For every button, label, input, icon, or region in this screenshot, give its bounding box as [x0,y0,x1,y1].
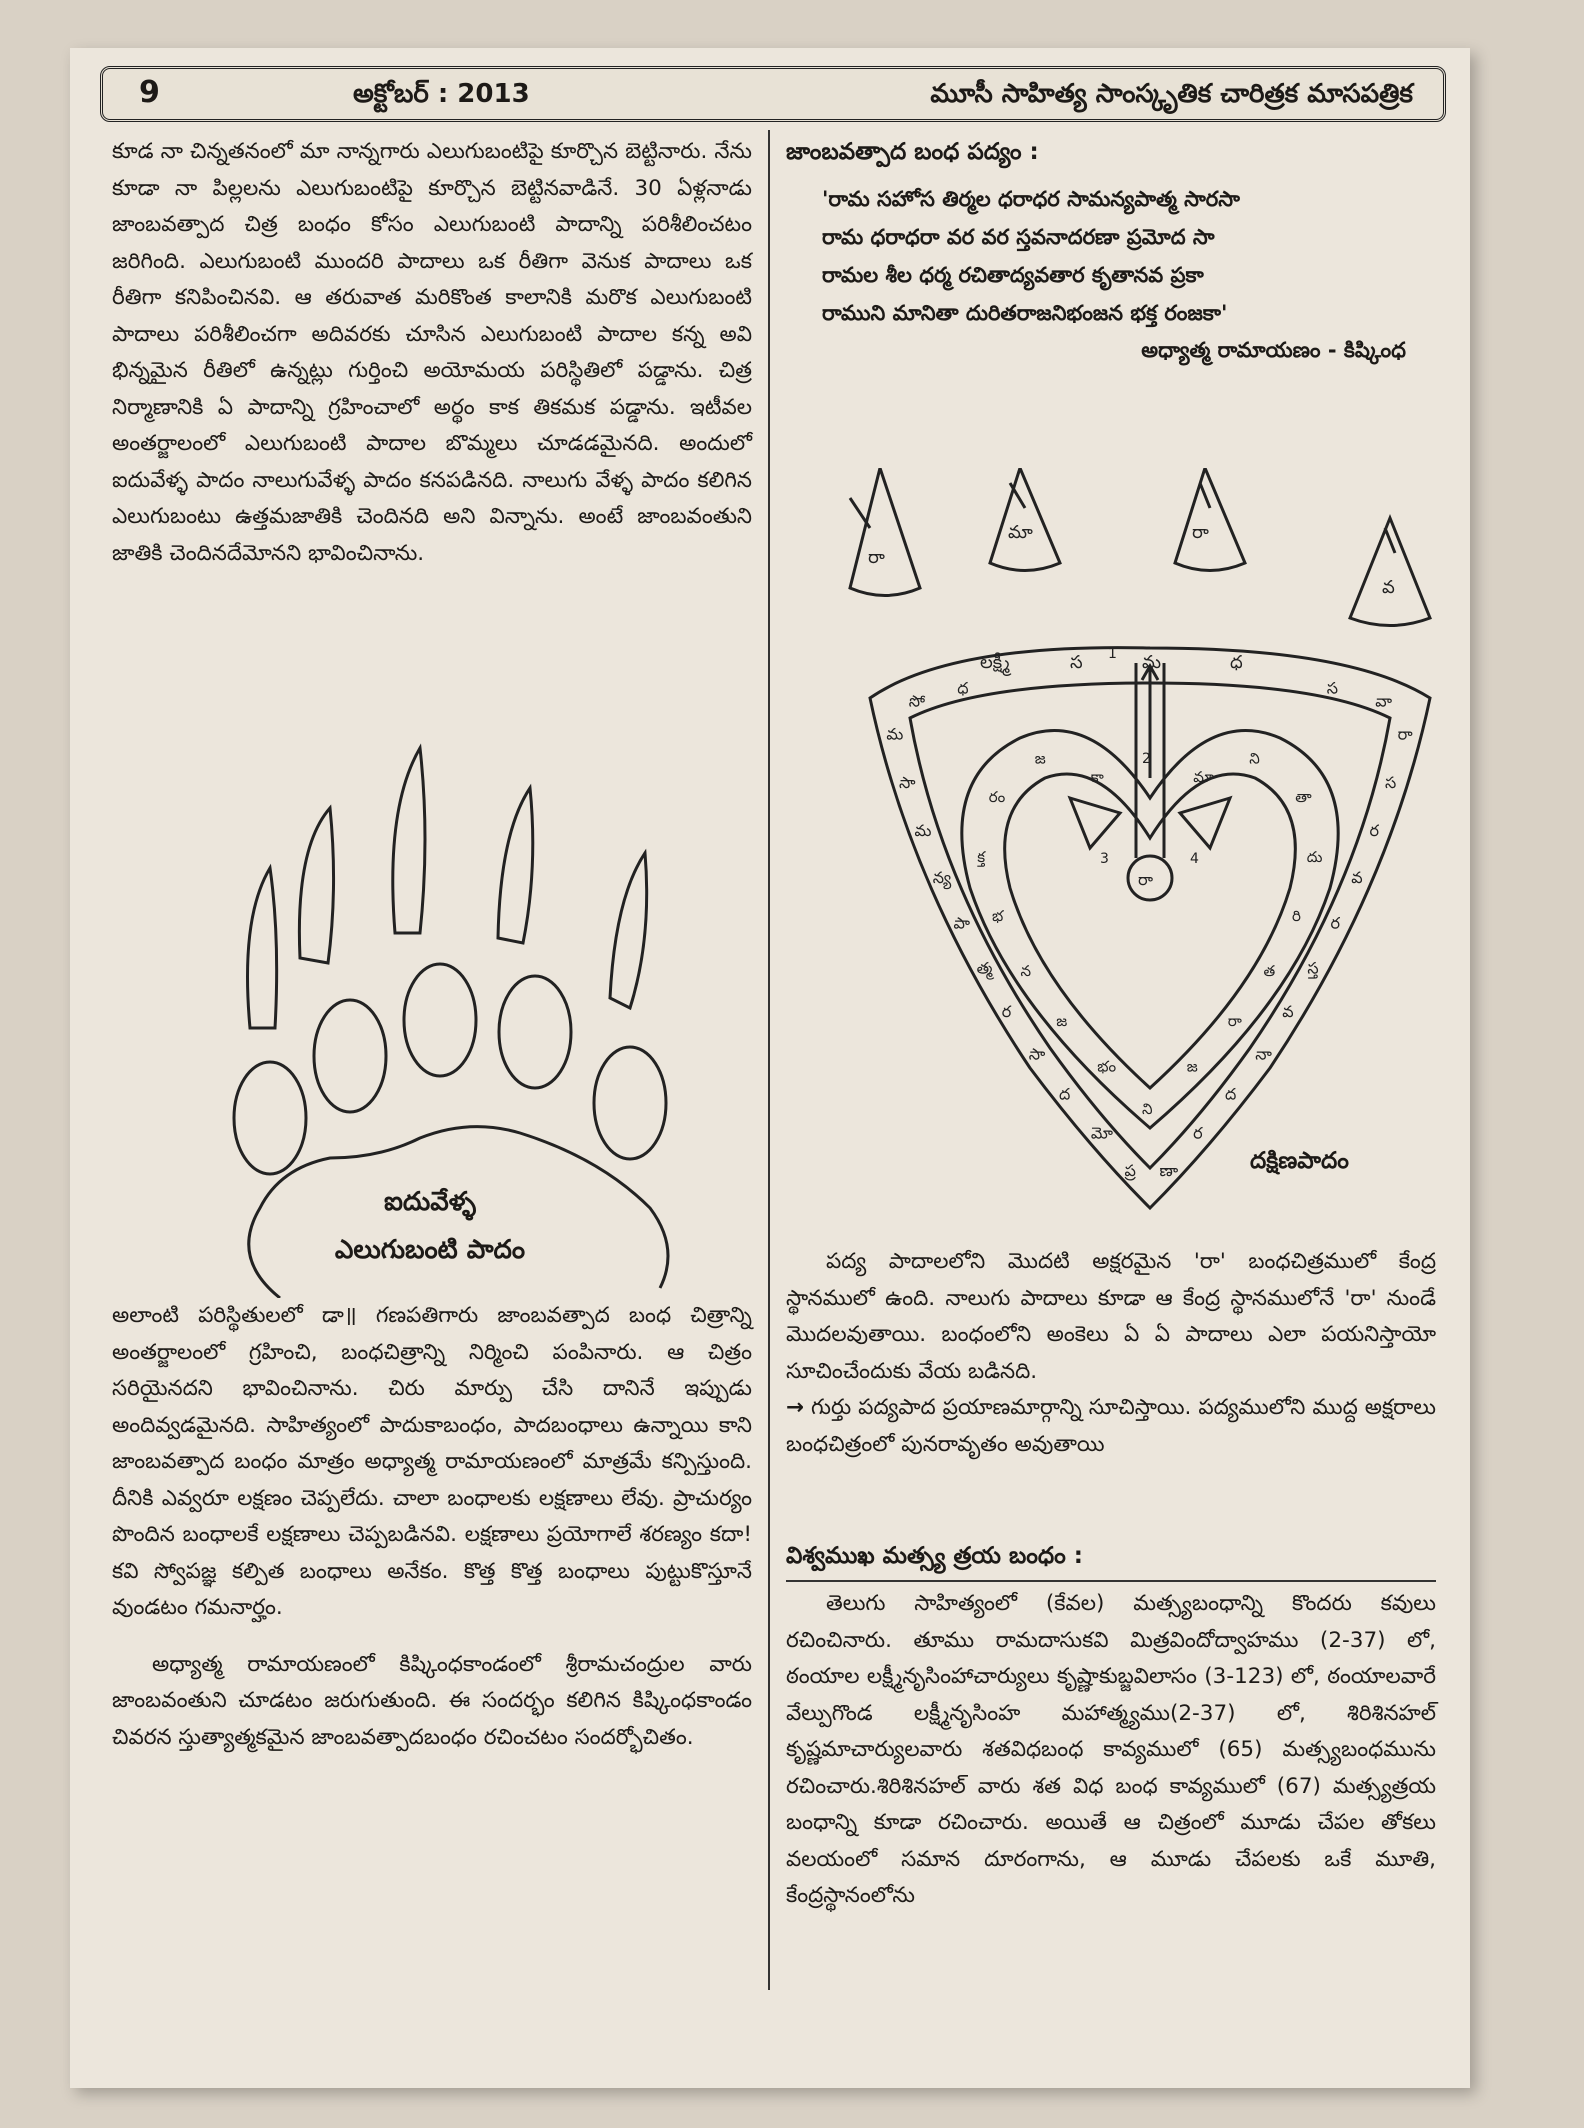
paragraph-with-arrow [786,1390,1436,1463]
toe-letter: రా [868,547,885,568]
paragraph: కూడ నా చిన్నతనంలో మా నాన్నగారు ఎలుగుబంటిపై కూర్చొన బెట్టినారు. నేను కూడా నా పిల్లలను ఎలుగుబంటిపై కూర్చొన బెట్టినవాడినే. 30 ఏళ్లనాడు జాంబవత్పాద చిత్ర బంధం కోసం ఎలుగుబంటి పాదాన్ని పరిశీలించటం జరిగింది. ఎలుగుబంటి ముందరి పాదాలు ఒక రీతిగా వెనుక పాదాలు ఒక రీతిగా కనిపించినవి. ఆ తరువాత మరికొంత కాలానికి మరొక ఎలుగుబంటి పాదాలు పరిశీలించగా అదివరకు చూసిన ఎలుగుబంటి పాదాల కన్న అవి భిన్నమైన రీతిలో ఉన్నట్లు గుర్తించి అయోమయ పరిస్థితిలో పడ్డాను. చిత్ర నిర్మాణానికి ఏ పాదాన్ని గ్రహించాలో అర్థం కాక తికమక పడ్డాను. ఇటీవల అంతర్జాలంలో ఎలుగుబంటి పాదాల బొమ్మలు చూడడమైనది. అందులో ఐదువేళ్ళ పాదం నాలుగువేళ్ళ పాదం కనపడినది. నాలుగు వేళ్ళ పాదం కలిగిన ఎలుగుబంటు ఉత్తమజాతికి చెందినది అని విన్నాను. అంటే జాంబవంతుని జాతికి చెందినదేమోనని భావించినాను. [112,139,752,566]
paw-label-line1: ఐదువేళ్ళ [383,1187,477,1217]
column-divider [768,130,770,1990]
heart-outer [962,731,1338,1129]
bandha-letter: ద [1059,1084,1071,1104]
top-letter: లక్ష్మీ [980,652,1010,673]
left-column-bottom [112,1298,752,1756]
paw-label [280,1178,580,1274]
section-rule [786,1580,1436,1582]
toe-letter: రా [1192,522,1209,543]
toe-1 [850,468,920,596]
poem-line: 'రామ సహోస తిర్మల ధరాధర సామన్యపాత్మ సారసా [822,187,1240,211]
toe-2 [990,468,1060,571]
bandha-letter: మ [886,724,904,744]
page-header [100,66,1446,122]
paragraph-text: గుర్తు పద్యపాద ప్రయాణమార్గాన్ని సూచిస్తాయి. పద్యములోని ముద్ద అక్షరాలు బంధచిత్రంలో పునరావృతం అవుతాయి [786,1395,1436,1457]
bandha-letter: వా [1375,691,1392,711]
top-letter: ధ [1230,652,1243,673]
paragraph: పద్య పాదాలలోని మొదటి అక్షరమైన 'రా' బంధచిత్రములో కేంద్ర స్థానములో ఉంది. నాలుగు పాదాలు కూడా ఆ కేంద్ర స్థానములోనే 'రా' నుండే మొదలవుతాయి. బంధంలోని అంకెలు ఏ ఏ పాదాలు ఎలా పయనిస్తాయో సూచించేందుకు వేయ బడినది. [786,1249,1436,1384]
toe-pad-1 [234,1062,306,1174]
bandha-letter: మో [1090,1123,1113,1143]
claw-2 [299,808,333,963]
bandha-letter: జ [1034,749,1046,768]
bandha-letter: ధ [957,678,969,698]
claw-3 [393,748,425,933]
bandha-letter: వ [1351,867,1363,887]
bandha-letter: క్త [977,847,986,866]
bandha-letter: స [1385,773,1397,793]
center-letter: రా [1138,870,1153,889]
bandha-letter: పా [953,913,970,933]
poem-line: రామ ధరాధరా వర వర స్తవనాదరణా ప్రమోద సా [822,225,1215,249]
bandha-letter: త్మ [976,958,993,978]
bandha-letter: సా [899,773,916,793]
bandha-letter: మా [1193,767,1214,786]
bandha-letter: భం [1097,1057,1117,1076]
paw-label-line2: ఎలుగుబంటి పాదం [334,1235,526,1265]
bandha-letter: స్త [1307,958,1319,978]
poem [822,180,1436,332]
arrow-number: 1 [1108,646,1117,662]
bandha-letter: త [1263,961,1276,980]
bandha-letter: భ [992,907,1004,926]
bandha-letter: న [1020,961,1032,980]
arrow-number: 3 [1100,851,1109,867]
arrow-number: 4 [1190,851,1199,867]
bandha-letter: వ [1282,1001,1294,1021]
arrow-number: 2 [1142,751,1151,767]
bandha-letter: స [1326,678,1339,698]
bandha-letter: ర [1001,1001,1012,1021]
right-column-top [786,134,1436,368]
bandha-letter: ర [1330,913,1340,933]
top-letter: స [1070,652,1083,673]
poem-line: రాముని మానితా దురితరాజనిభంజన భక్త రంజకా' [822,301,1228,325]
bandha-letter: దు [1306,847,1323,866]
toe-3 [1175,468,1245,571]
claw-4 [498,788,533,943]
section-heading: జాంబవత్పాద బంధ పద్యం : [786,139,1039,165]
toe-pad-5 [594,1047,666,1159]
bandha-letter: రి [1292,907,1301,926]
poem-source: అధ్యాత్మ రామాయణం - కిష్కింధ [1141,338,1406,362]
toe-pad-3 [404,964,476,1076]
bandha-letter: సో [908,691,926,711]
claw-5 [610,853,647,1008]
paragraph: అలాంటి పరిస్థితులలో డా॥ గణపతిగారు జాంబవత్పాద బంధ చిత్రాన్ని అంతర్జాలంలో గ్రహించి, బంధచిత్రాన్ని నిర్మించి పంపినారు. ఆ చిత్రం సరియైనదని భావించినాను. చిరు మార్పు చేసి దానినే ఇప్పుడు అందివ్వడమైనది. సాహిత్యంలో పాదుకాబంధం, పాదబంధాలు ఉన్నాయి కాని జాంబవత్పాద బంధం మాత్రం అధ్యాత్మ రామాయణంలో మాత్రమే కన్పిస్తుంది. దీనికి ఎవ్వరూ లక్షణం చెప్పలేదు. చాలా బంధాలకు లక్షణాలు లేవు. ప్రాచుర్యం పొందిన బంధాలకే లక్షణాలు చెప్పబడినవి. లక్షణాలు ప్రయోగాలే శరణ్యం కదా! కవి స్వోపజ్ఞ కల్పిత బంధాలు అనేకం. కొత్త కొత్త బంధాలు పుట్టుకొస్తూనే వుండటం గమనార్హం. [112,1303,752,1620]
top-letter: మ [1142,652,1162,673]
bandha-letter: నా [1255,1044,1272,1064]
issue-date: అక్టోబర్ : 2013 [353,79,530,109]
bandha-letter: రా [1227,1011,1242,1030]
bandha-letter: ణా [1159,1161,1179,1180]
paragraph: తెలుగు సాహిత్యంలో (కేవల) మత్స్యబంధాన్ని కొందరు కవులు రచించినారు. తూము రామదాసుకవి మిత్రవిందోద్వాహము (2-37) లో, ఠంయాల లక్ష్మీనృసింహాచార్యులు కృష్ణాకుబ్జవిలాసం (3-123) లో, ఠంయాలవారే వేల్పుగొండ లక్ష్మీనృసింహ మహాత్మ్యము(2-37) లో, శిరిశినహల్ కృష్ణమాచార్యులవారు శతవిధబంధ కావ్యములో (65) మత్స్యబంధమును రచించారు.శిరిశినహల్ వారు శత విధ బంధ కావ్యములో (67) మత్స్యత్రయ బంధాన్ని కూడా రచించారు. అయితే ఆ చిత్రంలో మూడు చేపల తోకలు వలయంలో సమాన దూరంగాను, ఆ మూడు చేపలకు ఒకే మూతి, కేంద్రస్థానంలోను [786,1591,1436,1908]
toe-letter: మా [1008,522,1033,543]
paragraph: అధ్యాత్మ రామాయణంలో కిష్కింధకాండంలో శ్రీరామచంద్రుల వారు జాంబవంతుని చూడటం జరుగుతుంది. ఈ సందర్భం కలిగిన కిష్కింధకాండం చివరన స్తుత్యాత్మకమైన జాంబవత్పాదబంధం రచించటం సందర్భోచితం. [112,1651,752,1750]
bandha-letter: ని [1249,749,1260,768]
inner-right-wedge [1180,798,1230,848]
bandha-letter: ర [1369,820,1379,840]
toe-letter: వ [1382,577,1395,598]
bandha-letter: ప్ర [1124,1161,1136,1180]
magazine-page [70,48,1470,2088]
section-heading: విశ్వముఖ మత్స్య త్రయ బంధం : [786,1543,1083,1569]
claw-1 [248,868,277,1028]
bandha-letter: రం [988,788,1006,807]
bandha-letter: జ [1186,1057,1198,1076]
toe-pad-2 [314,1000,386,1112]
bandha-letter: ద [1225,1084,1237,1104]
bandha-diagram [830,468,1470,1228]
bandha-letter: తా [1295,788,1312,807]
heart-inner [1005,774,1296,1088]
toe-4 [1350,518,1430,626]
arrow-icon: → [786,1395,805,1420]
toe-pad-4 [499,976,571,1088]
right-column-bottom [786,1538,1436,1915]
bandha-letter: మ [914,820,932,840]
poem-line: రామల శీల ధర్మ రచితాద్యవతార కృతానవ ప్రకా [822,263,1204,287]
bandha-letter: జ [1056,1011,1068,1030]
bandha-letter: కా [1090,767,1104,786]
bandha-letter: రా [1397,724,1413,744]
bandha-letter: ర [1193,1123,1203,1143]
diagram-caption: దక్షిణపాదం [1250,1148,1349,1174]
inner-left-wedge [1070,798,1120,848]
left-column-top [112,134,752,572]
bandha-letter: ని [1142,1100,1153,1118]
bandha-letter: న్య [932,867,952,887]
page-number: 9 [139,75,160,110]
right-column-middle [786,1244,1436,1463]
magazine-title: మూసీ సాహిత్య సాంస్కృతిక చారిత్రక మాసపత్రిక [930,79,1413,109]
bandha-letter: సా [1028,1044,1046,1064]
